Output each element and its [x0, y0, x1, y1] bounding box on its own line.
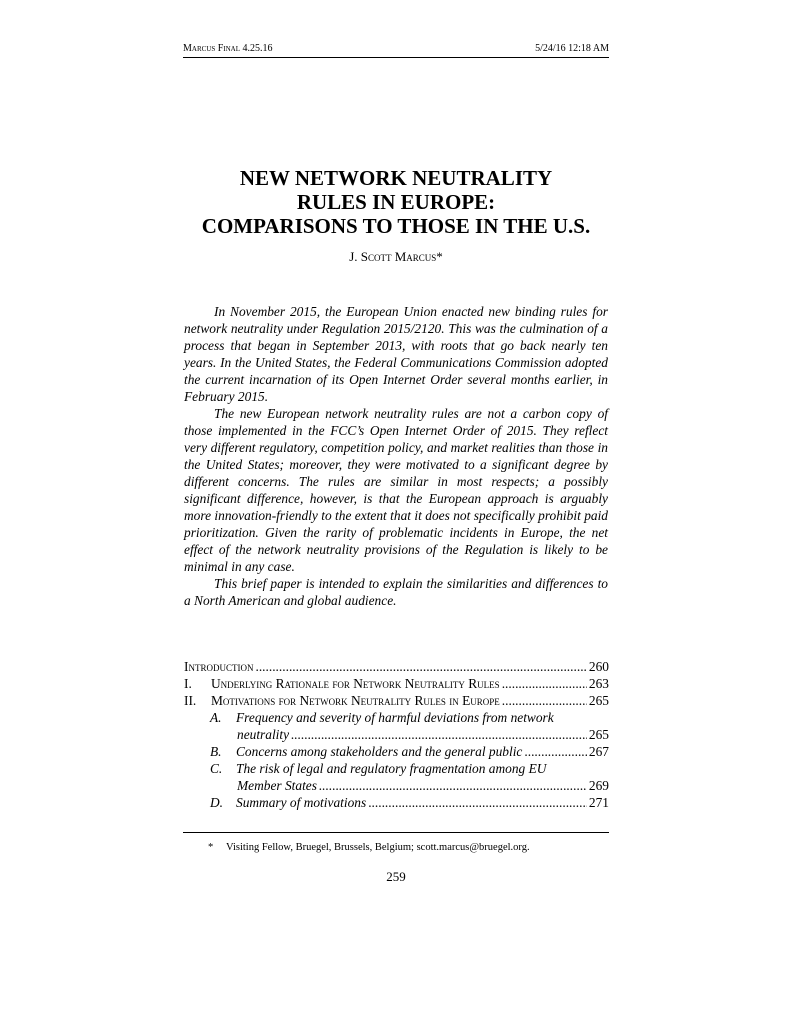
toc-subsection-letter: B.	[210, 744, 222, 759]
dot-leader	[368, 794, 587, 811]
toc-page-number: 267	[588, 744, 609, 759]
toc-entry-section-i[interactable]	[184, 675, 609, 692]
header-right-text: 5/24/16 12:18 AM	[535, 43, 609, 54]
dot-leader	[502, 692, 587, 709]
toc-page-number: 265	[588, 727, 609, 742]
abstract-paragraph: The new European network neutrality rules are not a carbon copy of those implemented in the FCC’s Open Internet Order of 2015. They reflect very different regulatory, competition policy, and market realities than those in the United States; moreover, they were motivated to a significant degree by different concerns. The rules are similar in most respects; a possibly significant difference, however, is that the European approach is arguably more innovation-friendly to the extent that it does not specifically prohibit paid prioritization. Given the rarity of problematic incidents in Europe, the net effect of the network neutrality provisions of the Regulation is likely to be minimal in any case.	[184, 406, 608, 574]
abstract-paragraph: In November 2015, the European Union enacted new binding rules for network neutrality under Regulation 2015/2120. This was the culmination of a process that began in September 2013, with roots that go back nearly ten years. In the United States, the Federal Communications Commission adopted the current incarnation of its Open Internet Order several months earlier, in February 2015.	[184, 304, 608, 404]
toc-entry-subsection-d[interactable]	[184, 794, 609, 811]
running-header	[183, 43, 609, 58]
toc-subsection-letter: D.	[210, 795, 224, 810]
title-line-2: RULES IN EUROPE:	[296, 190, 496, 214]
toc-page-number: 263	[588, 676, 609, 691]
toc-entry-label-continued: Member States	[237, 778, 317, 793]
toc-page-number: 260	[588, 659, 609, 674]
abstract	[184, 303, 608, 609]
toc-entry-subsection-a[interactable]	[184, 709, 609, 743]
toc-entry-label: Underlying Rationale for Network Neutrality Rules	[211, 676, 500, 691]
toc-entry-label: Concerns among stakeholders and the general public	[236, 744, 523, 759]
footnote	[208, 841, 608, 854]
page-number: 259	[386, 869, 406, 884]
toc-entry-label: Introduction	[184, 659, 254, 674]
author-name: J. Scott Marcus*	[349, 249, 443, 264]
toc-subsection-letter: A.	[210, 710, 222, 725]
title-line-1: NEW NETWORK NEUTRALITY	[239, 166, 553, 190]
toc-entry-label: Frequency and severity of harmful deviations from network	[236, 710, 554, 725]
abstract-paragraph: This brief paper is intended to explain the similarities and differences to a North American and global audience.	[184, 576, 608, 608]
toc-entry-subsection-b[interactable]	[184, 743, 609, 760]
toc-entry-label-continued: neutrality	[237, 727, 290, 742]
dot-leader	[255, 658, 586, 675]
toc-entry-label: The risk of legal and regulatory fragmentation among EU	[236, 761, 547, 776]
toc-section-number: I.	[184, 676, 192, 691]
toc-entry-section-ii[interactable]	[184, 692, 609, 709]
toc-entry-introduction[interactable]	[184, 658, 609, 675]
article-title	[160, 166, 632, 238]
toc-section-number: II.	[184, 693, 197, 708]
toc-page-number: 271	[588, 795, 609, 810]
toc-page-number: 269	[588, 778, 609, 793]
table-of-contents	[184, 658, 609, 811]
dot-leader	[502, 675, 587, 692]
toc-entry-label: Summary of motivations	[236, 795, 367, 810]
toc-subsection-letter: C.	[210, 761, 223, 776]
dot-leader	[319, 777, 587, 794]
toc-entry-subsection-c[interactable]	[184, 760, 609, 794]
dot-leader	[524, 743, 587, 760]
toc-entry-label: Motivations for Network Neutrality Rules in Europe	[211, 693, 500, 708]
title-line-3: COMPARISONS TO THOSE IN THE U.S.	[201, 214, 591, 238]
footnote-text: Visiting Fellow, Bruegel, Brussels, Belgium; scott.marcus@bruegel.org.	[226, 842, 530, 853]
footnote-mark: *	[208, 842, 214, 853]
toc-page-number: 265	[588, 693, 609, 708]
header-left-text: Marcus Final 4.25.16	[183, 43, 273, 54]
dot-leader	[291, 726, 587, 743]
footnote-divider	[183, 832, 609, 833]
